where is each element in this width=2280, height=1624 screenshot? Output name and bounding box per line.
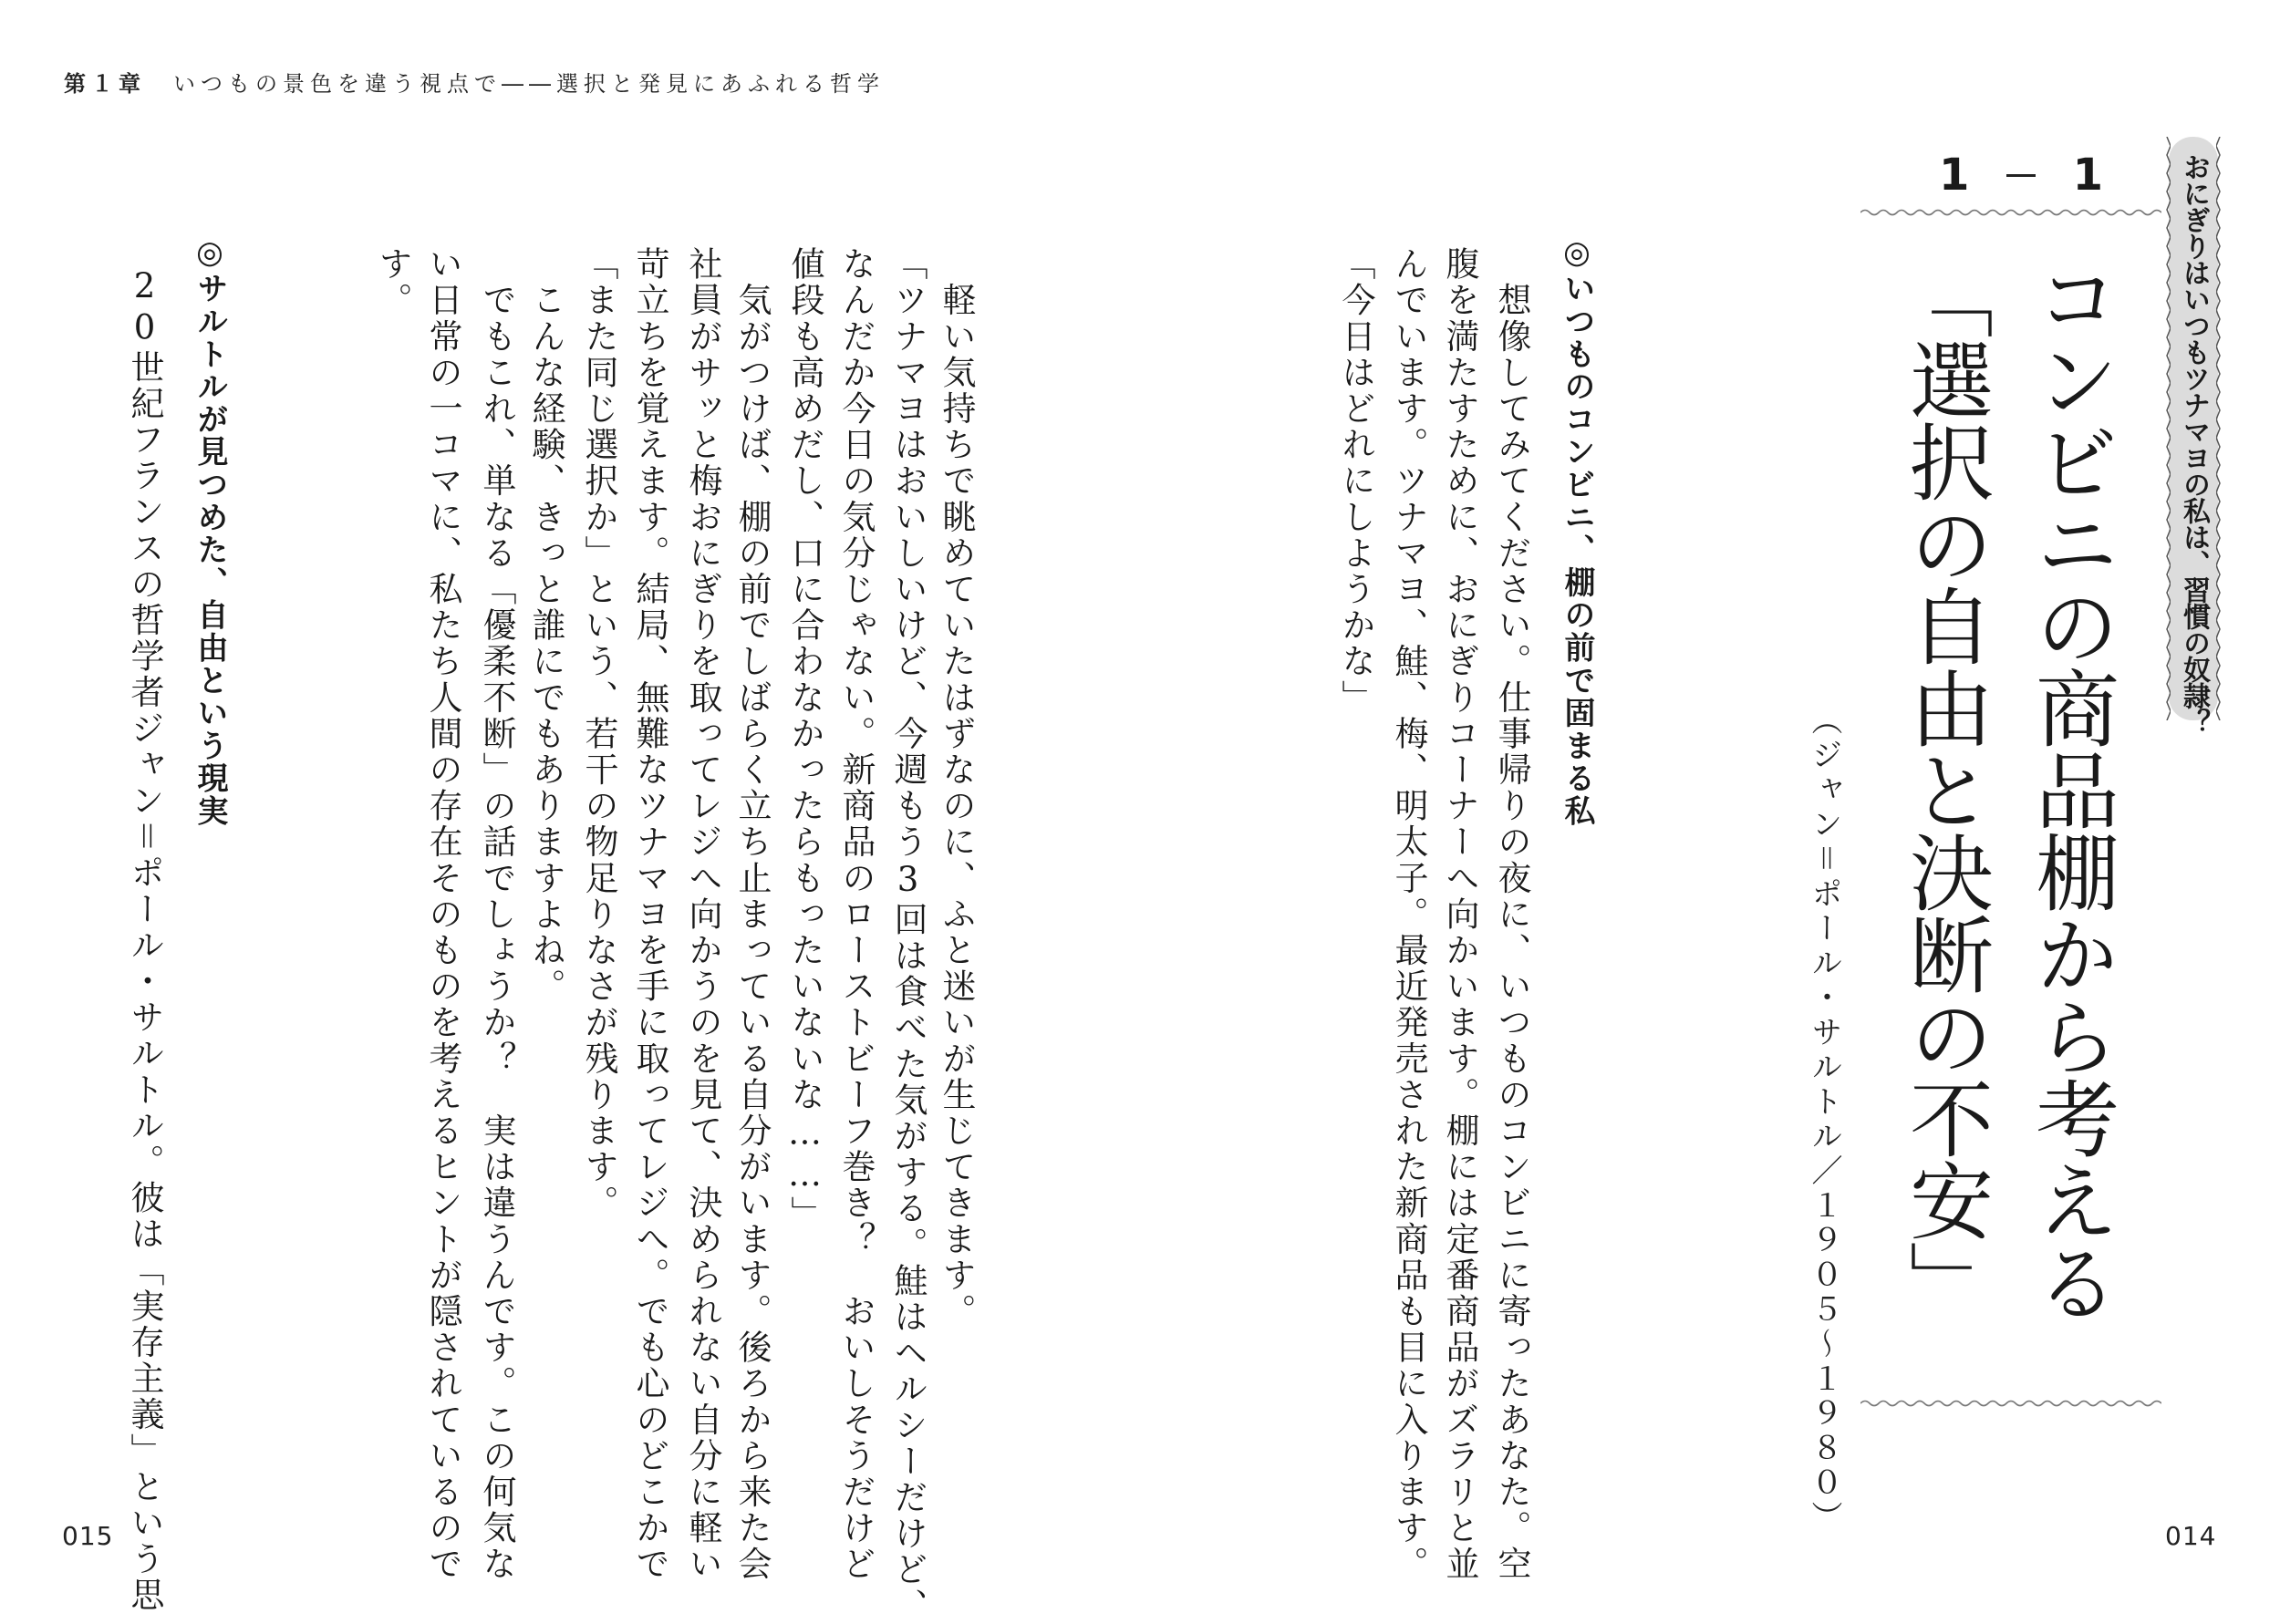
section-tab-label [2169, 137, 2218, 735]
tab-right-zigzag [2216, 137, 2223, 720]
top-wavy-rule [1860, 205, 2161, 220]
body-line: 社員がサッと梅おにぎりを取ってレジへ向かうのを見て、決められない自分に軽い [683, 246, 722, 1583]
body-line: 20世紀フランスの哲学者ジャン＝ポール・サルトル。彼は「実存主義」という思 [125, 266, 164, 1614]
section-number-dash [2006, 174, 2036, 177]
body-line: 想像してみてください。仕事帰りの夜に、いつものコンビニに寄ったあなた。空 [1492, 246, 1531, 1583]
body-line: 「また同じ選択か」という、若干の物足りなさが残ります。 [579, 246, 618, 1222]
body-line: 苛立ちを覚えます。結局、無難なツナマヨを手に取ってレジへ。でも心のどこかで [630, 246, 669, 1583]
section-heading: ◎サルトルが見つめた、自由という現実 [192, 234, 228, 828]
page-number-left: 015 [62, 1521, 114, 1551]
body-line: 値段も高めだし、口に合わなかったらもったいないな……」 [785, 246, 824, 1233]
tab-left-zigzag [2163, 137, 2171, 720]
bottom-wavy-rule [1860, 1396, 2161, 1411]
body-line: す。 [373, 246, 412, 319]
section-number [1939, 150, 2103, 201]
section-title-line-1: コンビニの商品棚から考える [2022, 255, 2119, 1322]
running-head [64, 66, 885, 98]
body-line: 軽い気持ちで眺めていたはずなのに、ふと迷いが生じてきます。 [937, 246, 976, 1329]
running-head-chapter: 第１章 [64, 71, 146, 97]
section-number-item: 1 [2072, 150, 2103, 201]
page-number-right: 014 [2165, 1521, 2217, 1551]
section-heading: ◎いつものコンビニ、棚の前で固まる私 [1559, 234, 1595, 828]
body-line: こんな経験、きっと誰にでもありますよね。 [526, 246, 565, 1005]
section-title-line-2: 「選択の自由と決断の不安」 [1896, 255, 1994, 1322]
section-subtitle: （ジャン＝ポール・サルトル／１９０５〜１９８０） [1806, 704, 1842, 1536]
body-line: んでいます。ツナマヨ、鮭、梅、明太子。最近発売された新商品も目に入ります。 [1389, 246, 1428, 1583]
section-tab-text: おにぎりはいつもツナマヨの私は、習慣の奴隷？ [2178, 153, 2210, 735]
body-line: 気がつけば、棚の前でしばらく立ち止まっている自分がいます。後ろから来た会 [732, 246, 772, 1583]
running-head-title: いつもの景色を違う視点で――選択と発見にあふれる哲学 [173, 71, 885, 97]
body-line: い日常の一コマに、私たち人間の存在そのものを考えるヒントが隠されているので [423, 246, 462, 1583]
body-line: 「ツナマヨはおいしいけど、今週もう3回は食べた気がする。鮭はヘルシーだけど、 [888, 246, 928, 1624]
body-line: 「今日はどれにしようかな」 [1336, 246, 1375, 716]
section-number-chapter: 1 [1939, 150, 1970, 201]
body-line: 腹を満たすために、おにぎりコーナーへ向かいます。棚には定番商品がズラリと並 [1440, 246, 1479, 1583]
body-line: でもこれ、単なる「優柔不断」の話でしょうか？ 実は違うんです。この何気な [477, 246, 516, 1583]
body-line: なんだか今日の気分じゃない。新商品のローストビーフ巻き？ おいしそうだけど [836, 246, 876, 1583]
